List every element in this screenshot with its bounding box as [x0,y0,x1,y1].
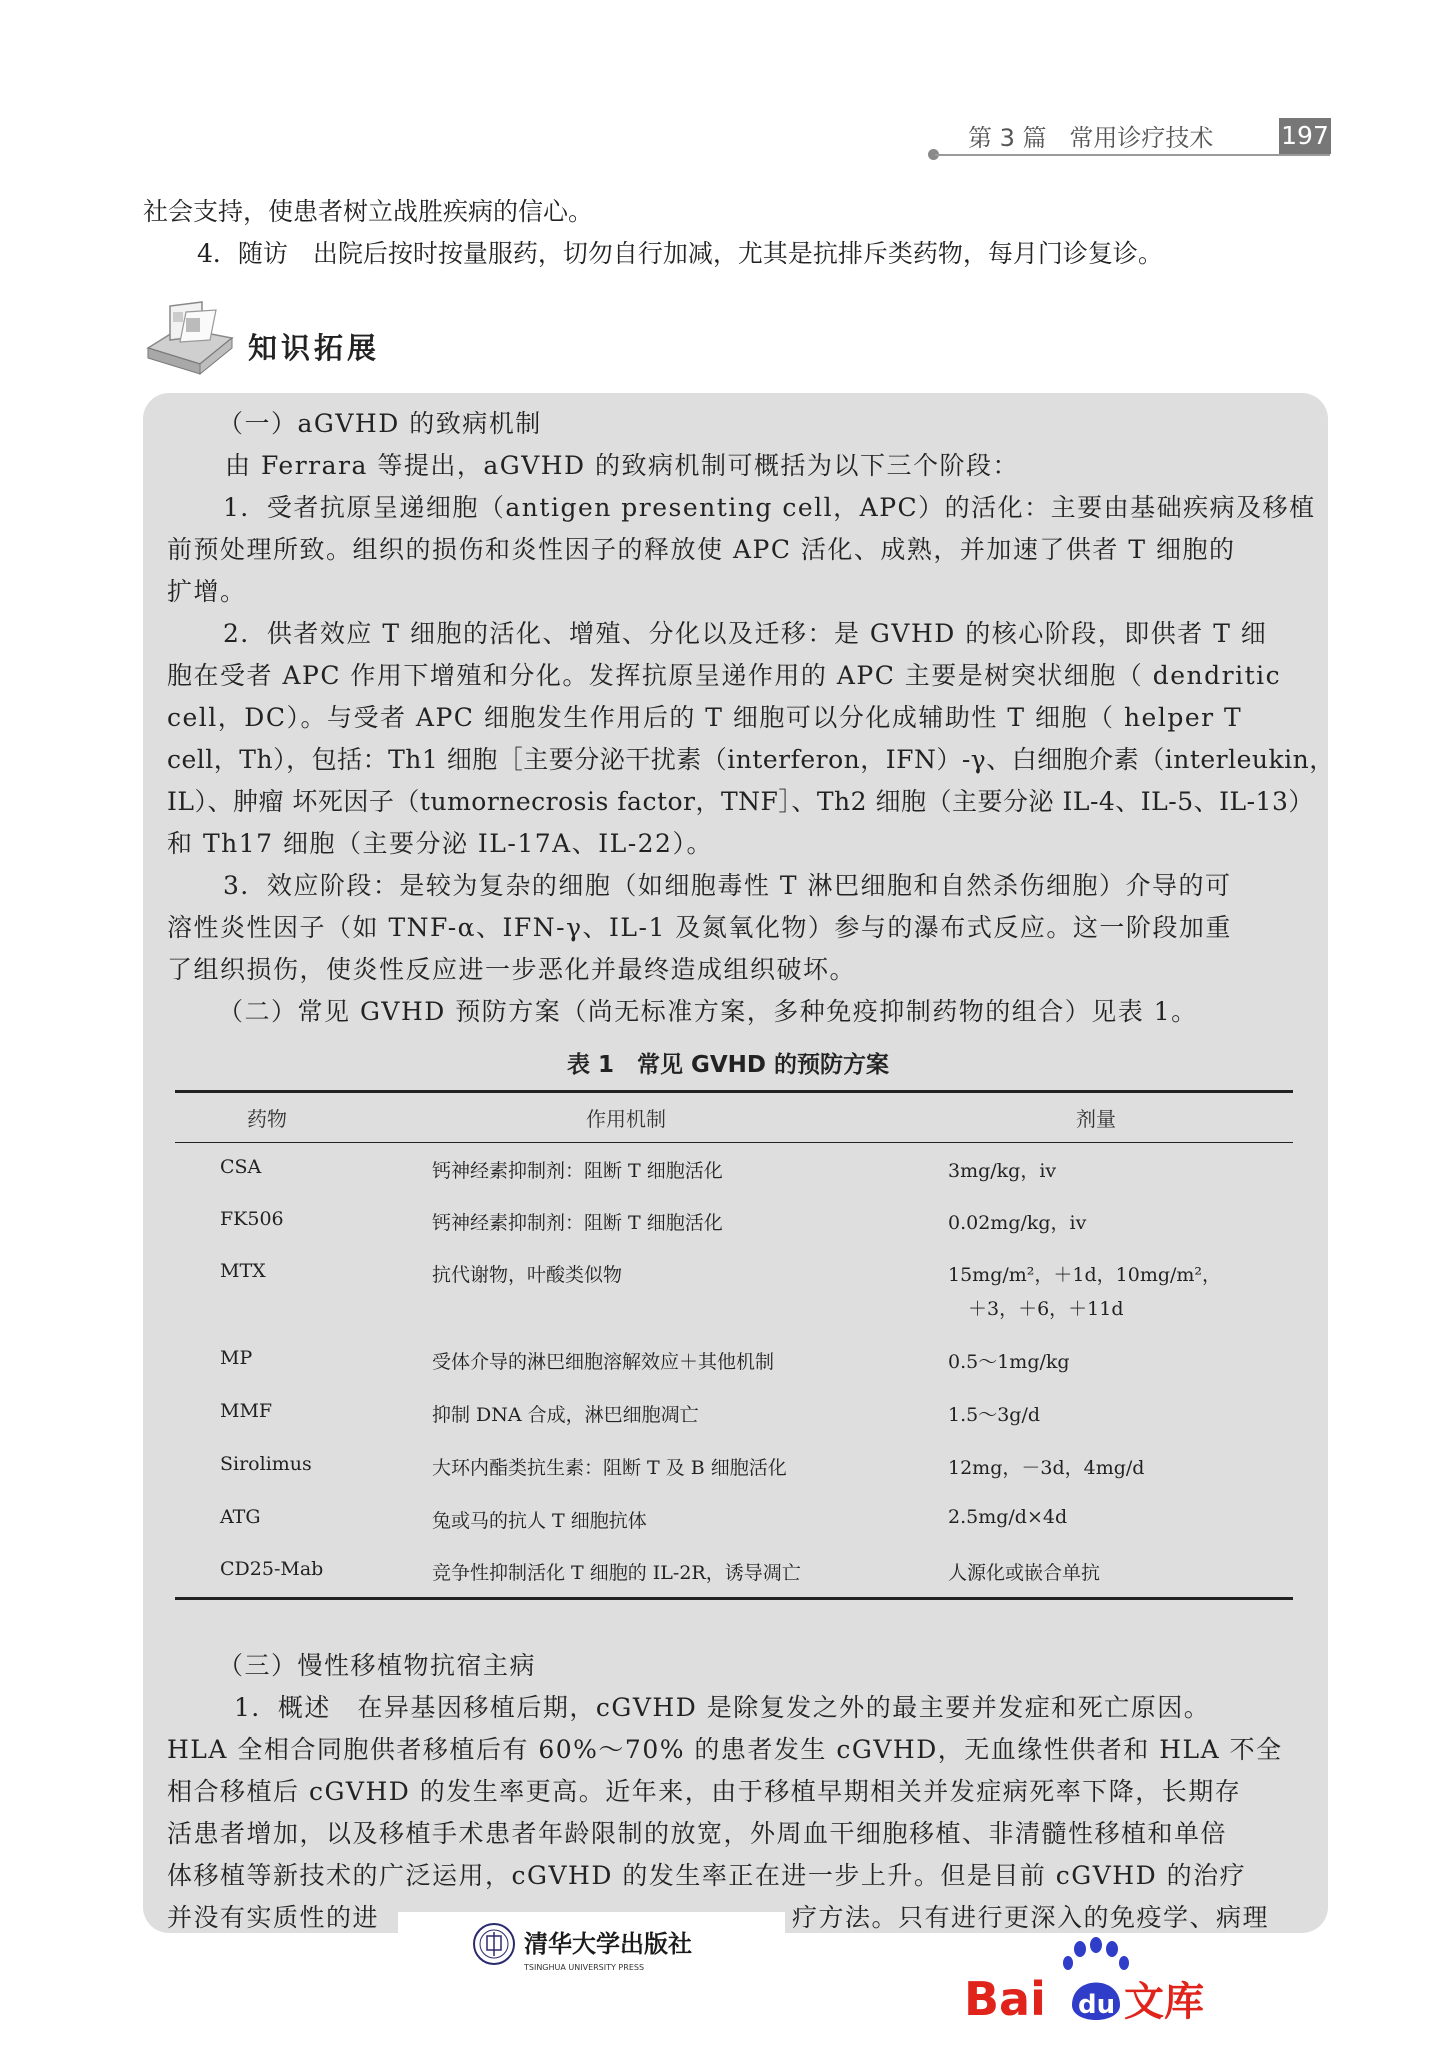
cell-mechanism: 大环内酯类抗生素：阻断 T 及 B 细胞活化 [432,1457,787,1479]
panel-line: 了组织损伤，使炎性反应进一步恶化并最终造成组织破坏。 [167,955,857,984]
panel-line: 胞在受者 APC 作用下增殖和分化。发挥抗原呈递作用的 APC 主要是树突状细胞（ dendritic [167,661,1282,690]
cell-dose: 0.02mg/kg，iv [948,1212,1087,1234]
cell-dose: 0.5～1mg/kg [948,1351,1070,1373]
cell-drug: MMF [220,1400,273,1422]
table-title: 表 1 常见 GVHD 的预防方案 [566,1052,890,1078]
panel-line: 1．概述 在异基因移植后期，cGVHD 是除复发之外的最主要并发症和死亡原因。 [234,1693,1211,1722]
panel-line: 相合移植后 cGVHD 的发生率更高。近年来，由于移植早期相关并发症病死率下降，长期存 [167,1777,1242,1806]
panel-line: 前预处理所致。组织的损伤和炎性因子的释放使 APC 活化、成熟，并加速了供者 T 细胞的 [167,535,1236,564]
panel-line: （三）慢性移植物抗宿主病 [218,1651,537,1680]
panel-line: 3．效应阶段：是较为复杂的细胞（如细胞毒性 T 淋巴细胞和自然杀伤细胞）介导的可 [223,871,1232,900]
cell-dose: 15mg/m²，＋1d，10mg/m²， [948,1264,1222,1286]
cell-dose: 12mg，－3d，4mg/d [948,1457,1145,1479]
cell-drug: FK506 [220,1208,284,1230]
panel-line: 扩增。 [167,577,247,606]
cell-mechanism: 钙神经素抑制剂：阻断 T 细胞活化 [432,1160,723,1182]
panel-line: 2．供者效应 T 细胞的活化、增殖、分化以及迁移：是 GVHD 的核心阶段，即供者 T 细 [223,619,1268,648]
panel-line: 疗方法。只有进行更深入的免疫学、病理 [792,1903,1270,1932]
table-header-dose: 剂量 [1076,1107,1116,1131]
baidu-wenku-watermark [962,1935,1204,2035]
cell-dose: 1.5～3g/d [948,1404,1041,1426]
panel-line: （一）aGVHD 的致病机制 [218,409,542,438]
panel-line: cell，DC）。与受者 APC 细胞发生作用后的 T 细胞可以分化成辅助性 T 细胞（ helper T [167,703,1243,732]
cell-mechanism: 抑制 DNA 合成，淋巴细胞凋亡 [432,1404,699,1426]
table-top-rule [175,1090,1293,1093]
table-bottom-rule [175,1597,1293,1600]
page-number: 197 [1279,118,1331,154]
publisher-name: 清华大学出版社 [524,1929,692,1958]
watermark-bai: Bai [964,1972,1046,2026]
cell-mechanism: 受体介导的淋巴细胞溶解效应＋其他机制 [432,1351,775,1373]
body-line-2: 4．随访 出院后按时按量服药，切勿自行加减，尤其是抗排斥类药物，每月门诊复诊。 [197,239,1163,268]
section-title-knowledge: 知识拓展 [248,331,381,365]
cell-mechanism: 竞争性抑制活化 T 细胞的 IL-2R，诱导凋亡 [432,1562,801,1584]
cell-drug: Sirolimus [220,1453,312,1475]
cell-drug: MP [220,1347,253,1369]
cell-dose: 2.5mg/d×4d [948,1506,1068,1528]
table-header-rule [175,1142,1293,1143]
panel-line: 活患者增加，以及移植手术患者年龄限制的放宽，外周血干细胞移植、非清髓性移植和单倍 [167,1819,1228,1848]
book-icon [140,298,240,382]
cell-drug: ATG [220,1506,261,1528]
panel-line: HLA 全相合同胞供者移植后有 60%～70% 的患者发生 cGVHD，无血缘性供者和 HLA 不全 [167,1735,1283,1764]
panel-line: 溶性炎性因子（如 TNF-α、IFN-γ、IL-1 及氮氧化物）参与的瀑布式反应。这一阶段加重 [167,913,1232,942]
panel-line: （二）常见 GVHD 预防方案（尚无标准方案，多种免疫抑制药物的组合）见表 1。 [218,997,1198,1026]
cell-dose-continued: ＋3，＋6，＋11d [968,1298,1124,1320]
table-header-drug: 药物 [247,1107,287,1131]
header-rule [935,154,1330,156]
panel-line: 由 Ferrara 等提出，aGVHD 的致病机制可概括为以下三个阶段： [225,451,1020,480]
cell-drug: MTX [220,1260,266,1282]
panel-line: 并没有实质性的进 [167,1903,380,1932]
cell-dose: 3mg/kg，iv [948,1160,1057,1182]
panel-line: IL）、肿瘤 坏死因子（tumornecrosis factor，TNF］、Th2 细胞（主要分泌 IL-4、IL-5、IL-13） [167,787,1314,816]
watermark-wenku: 文库 [1124,1979,1204,2025]
panel-line: cell，Th），包括：Th1 细胞［主要分泌干扰素（interferon，IFN）-γ、白细胞介素（interleukin， [167,745,1335,774]
cell-mechanism: 钙神经素抑制剂：阻断 T 细胞活化 [432,1212,723,1234]
cell-drug: CD25-Mab [220,1558,324,1580]
panel-line: 1．受者抗原呈递细胞（antigen presenting cell，APC）的活化：主要由基础疾病及移植 [223,493,1316,522]
table-header-mechanism: 作用机制 [586,1107,666,1131]
panel-line: 和 Th17 细胞（主要分泌 IL-17A、IL-22）。 [167,829,713,858]
cell-drug: CSA [220,1156,262,1178]
watermark-du: du [1078,1990,1116,2020]
publisher-logo [472,1920,702,1976]
cell-mechanism: 抗代谢物，叶酸类似物 [432,1264,623,1286]
publisher-name-en: TSINGHUA UNIVERSITY PRESS [524,1963,645,1972]
cell-dose: 人源化或嵌合单抗 [948,1562,1101,1584]
body-line-1: 社会支持，使患者树立战胜疾病的信心。 [143,197,594,226]
section-header: 第 3 篇 常用诊疗技术 [968,124,1214,152]
panel-line: 体移植等新技术的广泛运用，cGVHD 的发生率正在进一步上升。但是目前 cGVHD 的治疗 [167,1861,1247,1890]
cell-mechanism: 兔或马的抗人 T 细胞抗体 [432,1510,647,1532]
